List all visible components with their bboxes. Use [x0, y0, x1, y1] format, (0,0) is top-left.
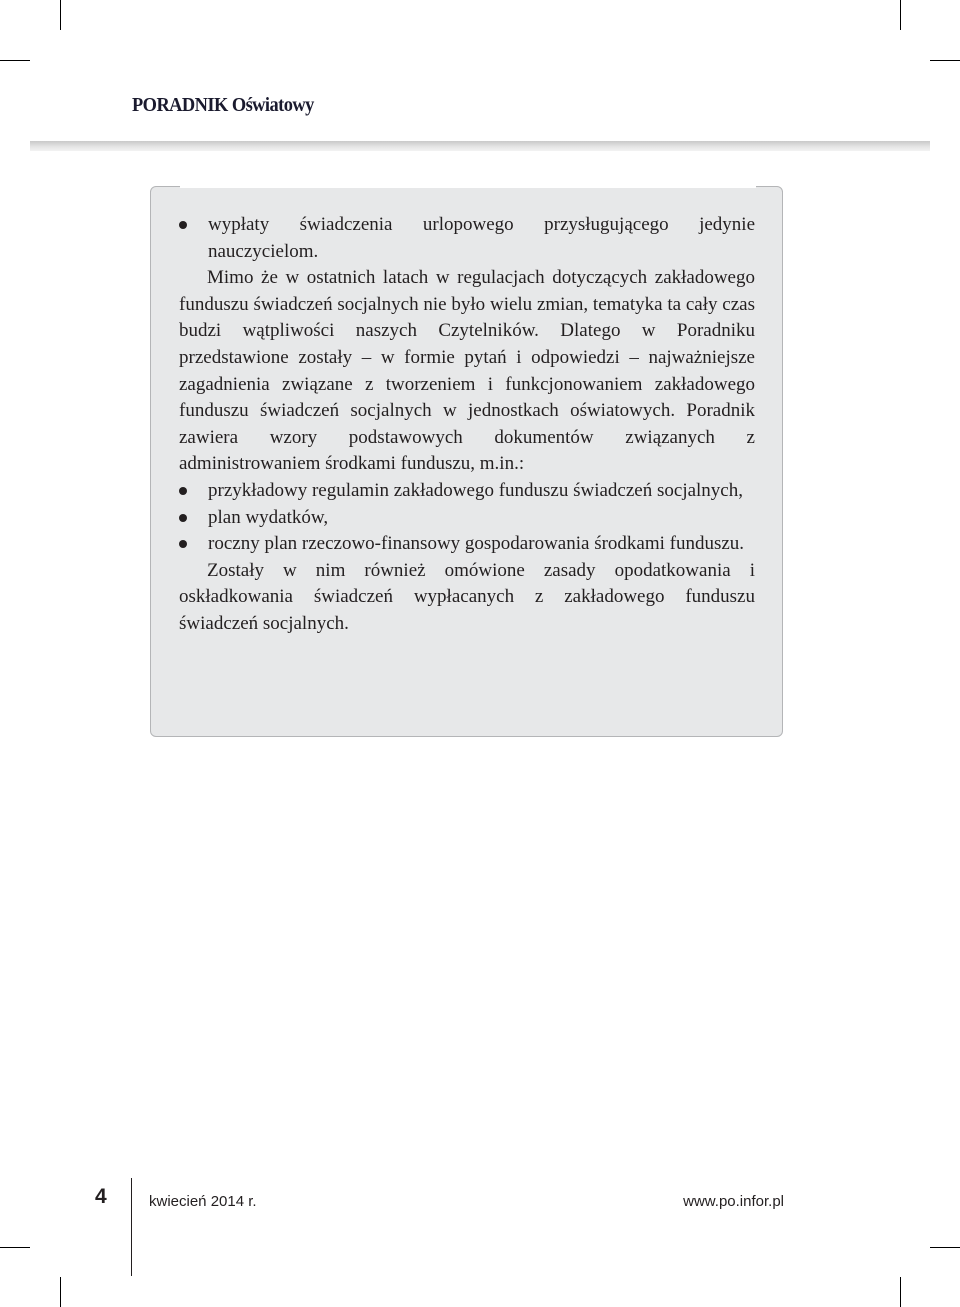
bullet-icon — [179, 487, 187, 495]
intro-paragraph: Mimo że w ostatnich latach w regulacjach dotyczących zakładowego funduszu świadczeń socjalnych nie było wielu zmian, tematyka ta cały czas budzi wątpliwości naszych Czytelników. Dlatego w Poradniku przedstawione zostały – w formie pytań i odpowiedzi – najważniejsze zagadnienia związane z tworzeniem i funkcjonowaniem zakładowego funduszu świadczeń socjalnych w jednostkach oświatowych. Poradnik zawiera wzory podstawowych dokumentów związanych z administrowaniem środkami funduszu, m.in.: — [179, 267, 755, 475]
running-header-title-rest: Oświatowy — [227, 94, 314, 116]
issue-date: kwiecień 2014 r. — [149, 1193, 257, 1210]
page-number: 4 — [95, 1185, 107, 1208]
running-header-title-bold: PORADNIK — [132, 94, 228, 116]
crop-mark — [900, 1277, 901, 1307]
bullet-icon — [179, 221, 187, 229]
crop-mark — [900, 0, 901, 30]
footer-divider — [131, 1178, 132, 1276]
list-item — [179, 505, 755, 532]
crop-mark — [930, 1247, 960, 1248]
list-item — [179, 531, 755, 558]
list-item-text: plan wydatków, — [208, 506, 329, 528]
closing-paragraph: Zostały w nim również omówione zasady opodatkowania i oskładkowania świadczeń wypłacanych z zakładowego funduszu świadczeń socjalnych. — [179, 559, 755, 634]
running-header-title — [132, 94, 314, 117]
list-item-text: wypłaty świadczenia urlopowego przysługującego jedynie nauczycielom. — [208, 214, 755, 262]
bullet-icon — [179, 514, 187, 522]
list-item-text: roczny plan rzeczowo-finansowy gospodarowania środkami funduszu. — [208, 533, 745, 555]
crop-mark — [0, 60, 30, 61]
crop-mark — [930, 60, 960, 61]
crop-mark — [60, 0, 61, 30]
list-item-text: przykładowy regulamin zakładowego funduszu świadczeń socjalnych, — [208, 479, 743, 501]
list-item — [179, 212, 755, 265]
crop-mark — [0, 1247, 30, 1248]
info-box-content — [179, 212, 755, 638]
bullet-icon — [179, 540, 187, 548]
crop-mark — [60, 1277, 61, 1307]
website-url: www.po.infor.pl — [683, 1193, 784, 1210]
list-item — [179, 478, 755, 505]
header-rule — [30, 141, 930, 151]
box-notch — [180, 184, 756, 188]
